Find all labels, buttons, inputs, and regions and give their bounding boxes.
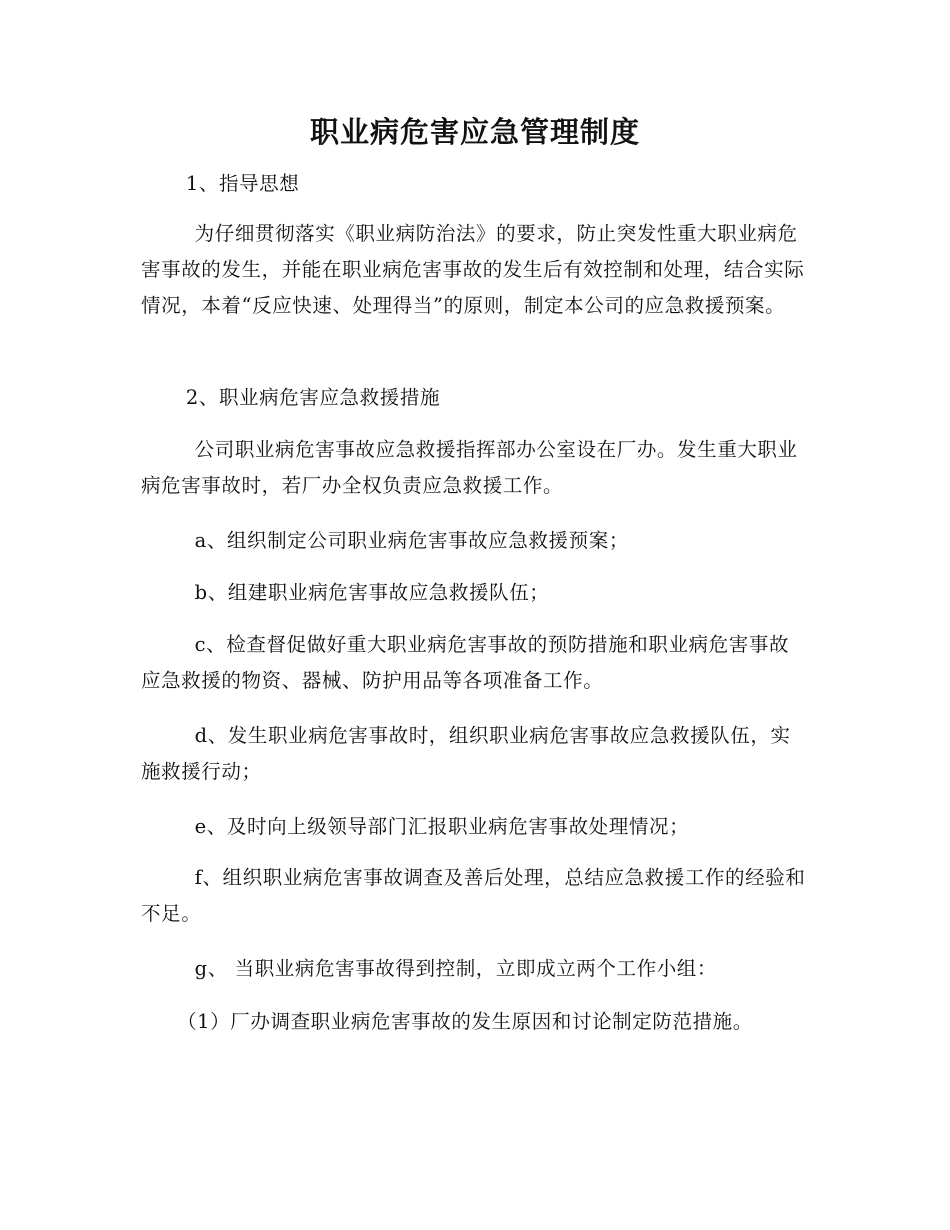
list-item-d: d、发生职业病危害事故时，组织职业病危害事故应急救援队伍，实施救援行动； <box>141 724 791 783</box>
section-heading-rescue-measures: 2、职业病危害应急救援措施 <box>185 386 441 409</box>
list-item-c: c、检查督促做好重大职业病危害事故的预防措施和职业病危害事故应急救援的物资、器械、防护用品等各项准备工作。 <box>141 633 790 692</box>
list-item-b: b、组建职业病危害事故应急救援队伍； <box>194 581 550 604</box>
list-item-a: a、组织制定公司职业病危害事故应急救援预案； <box>194 529 629 552</box>
section-heading-guiding-ideology: 1、指导思想 <box>185 172 300 195</box>
list-item-g: g、 当职业病危害事故得到控制，立即成立两个工作小组： <box>194 957 718 980</box>
sub-item-1: （1）厂办调查职业病危害事故的发生原因和讨论制定防范措施。 <box>177 1010 753 1033</box>
document-title: 职业病危害应急管理制度 <box>309 115 640 149</box>
list-item-e: e、及时向上级领导部门汇报职业病危害事故处理情况； <box>194 815 690 838</box>
paragraph-guiding-ideology: 为仔细贯彻落实《职业病防治法》的要求，防止突发性重大职业病危害事故的发生，并能在职业病危害事故的发生后有效控制和处理，结合实际情况，本着“反应快速、处理得当”的原则，制定本公司的应急救援预案。 <box>141 222 805 317</box>
paragraph-command-office: 公司职业病危害事故应急救援指挥部办公室设在厂办。发生重大职业病危害事故时，若厂办全权负责应急救援工作。 <box>141 438 798 497</box>
list-item-f: f、组织职业病危害事故调查及善后处理，总结应急救援工作的经验和不足。 <box>141 866 806 925</box>
